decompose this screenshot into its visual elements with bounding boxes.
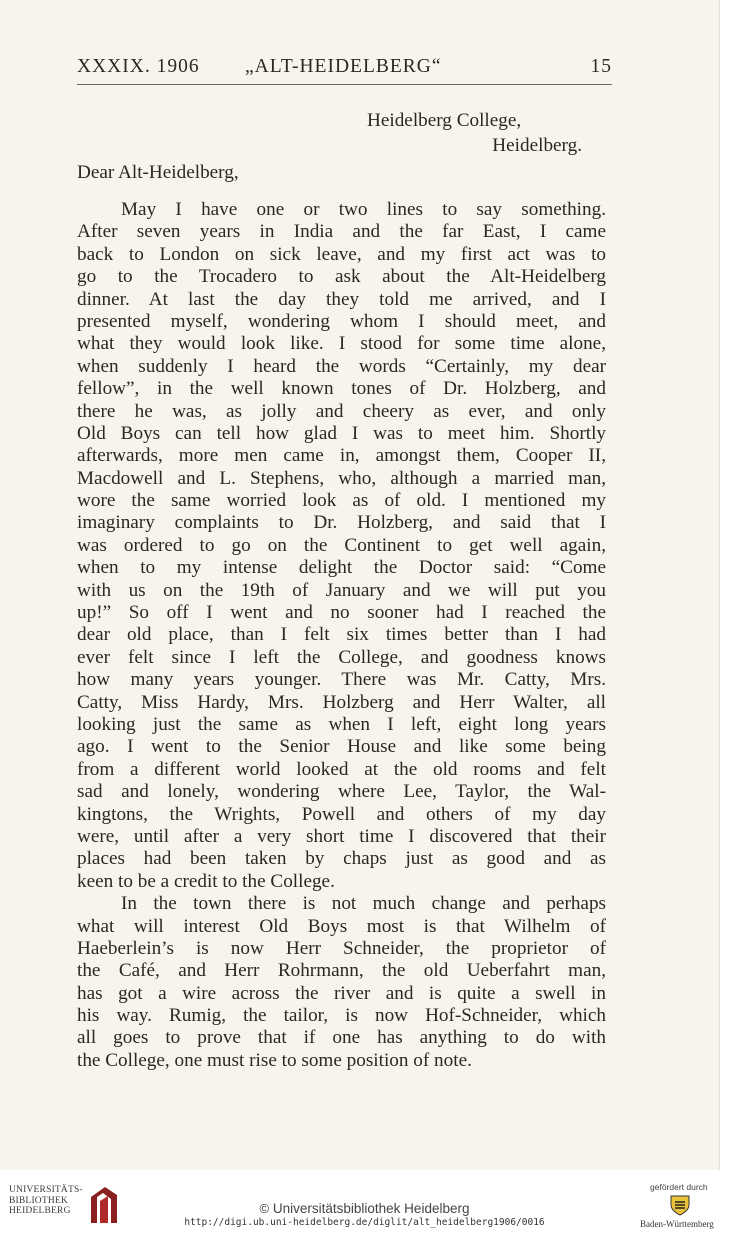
body-line: Catty, Miss Hardy, Mrs. Holzberg and Herr Walter, all — [77, 691, 606, 713]
permalink-url[interactable]: http://digi.ub.uni-heidelberg.de/diglit/alt_heidelberg1906/0016 — [184, 1217, 545, 1228]
body-line: when suddenly I heard the words “Certainly, my dear — [77, 355, 606, 377]
body-line: what they would look like. I stood for some time alone, — [77, 333, 606, 355]
body-line: sad and lonely, wondering where Lee, Taylor, the Wal- — [77, 781, 606, 803]
body-line: places had been taken by chaps just as good and as — [77, 848, 606, 870]
body-line: the College, one must rise to some position of note. — [77, 1049, 472, 1071]
body-line: all goes to prove that if one has anything to do with — [77, 1027, 606, 1049]
body-line: May I have one or two lines to say something. — [121, 199, 606, 220]
body-line: imaginary complaints to Dr. Holzberg, and said that I — [77, 512, 606, 534]
address-line-1: Heidelberg College, — [367, 110, 522, 131]
header-rule — [77, 84, 612, 85]
body-line: go to the Trocadero to ask about the Alt-Heidelberg — [77, 266, 606, 288]
body-line: Haeberlein’s is now Herr Schneider, the proprietor of — [77, 937, 606, 959]
body-line: has got a wire across the river and is quite a swell in — [77, 982, 606, 1004]
body-line: presented myself, wondering whom I should meet, and — [77, 310, 606, 332]
body-line: looking just the same as when I left, eight long years — [77, 713, 606, 735]
digitization-footer — [0, 1170, 729, 1233]
body-line: the Café, and Herr Rohrmann, the old Ueberfahrt man, — [77, 960, 606, 982]
body-line: ever felt since I left the College, and goodness knows — [77, 646, 606, 668]
body-line: fellow”, in the well known tones of Dr. Holzberg, and — [77, 378, 606, 400]
address-line-2: Heidelberg. — [492, 135, 582, 156]
body-line: how many years younger. There was Mr. Catty, Mrs. — [77, 669, 606, 691]
body-line: back to London on sick leave, and my first act was to — [77, 243, 606, 265]
body-line: his way. Rumig, the tailor, is now Hof-Schneider, which — [77, 1005, 606, 1027]
body-line: with us on the 19th of January and we will put you — [77, 579, 606, 601]
body-line: keen to be a credit to the College. — [77, 870, 335, 892]
library-name-line-2: BIBLIOTHEK — [9, 1195, 68, 1206]
page-number: 15 — [590, 56, 612, 77]
letter-body — [77, 199, 606, 1072]
state-name: Baden-Württemberg — [640, 1219, 714, 1229]
running-header — [77, 52, 612, 82]
copyright-notice — [0, 1201, 729, 1216]
body-line: dear old place, than I felt six times better than I had — [77, 624, 606, 646]
body-line: from a different world looked at the old rooms and felt — [77, 758, 606, 780]
body-line: After seven years in India and the far East, I came — [77, 221, 606, 243]
volume-year: XXXIX. 1906 — [77, 56, 200, 77]
body-line: Macdowell and L. Stephens, who, although a married man, — [77, 467, 606, 489]
body-line: up!” So off I went and no sooner had I reached the — [77, 602, 606, 624]
copyright-symbol: © — [259, 1201, 270, 1216]
journal-title: „ALT-HEIDELBERG“ — [245, 56, 442, 77]
library-name-line-3: HEIDELBERG — [9, 1206, 71, 1216]
page-edge — [719, 0, 729, 1170]
body-line: there he was, as jolly and cheery as ever, and only — [77, 400, 606, 422]
body-line: when to my intense delight the Doctor said: “Come — [77, 557, 606, 579]
library-name-line-1: UNIVERSITÄTS- — [9, 1185, 83, 1195]
body-line: Old Boys can tell how glad I was to meet him. Shortly — [77, 422, 606, 444]
baden-wuerttemberg-crest-icon — [668, 1193, 692, 1217]
body-line: ago. I went to the Senior House and like some being — [77, 736, 606, 758]
body-line: dinner. At last the day they told me arrived, and I — [77, 288, 606, 310]
body-line: In the town there is not much change and perhaps — [121, 893, 606, 915]
body-line: kingtons, the Wrights, Powell and others of my day — [77, 803, 606, 825]
body-line: what will interest Old Boys most is that Wilhelm of — [77, 915, 606, 937]
salutation: Dear Alt-Heidelberg, — [77, 162, 239, 183]
body-line: afterwards, more men came in, amongst them, Cooper II, — [77, 445, 606, 467]
body-line: was ordered to go on the Continent to get well again, — [77, 534, 606, 556]
body-line: wore the same worried look as of old. I mentioned my — [77, 490, 606, 512]
funded-by-label: gefördert durch — [650, 1182, 708, 1192]
copyright-holder: Universitätsbibliothek Heidelberg — [272, 1201, 470, 1216]
body-line: were, until after a very short time I discovered that their — [77, 825, 606, 847]
